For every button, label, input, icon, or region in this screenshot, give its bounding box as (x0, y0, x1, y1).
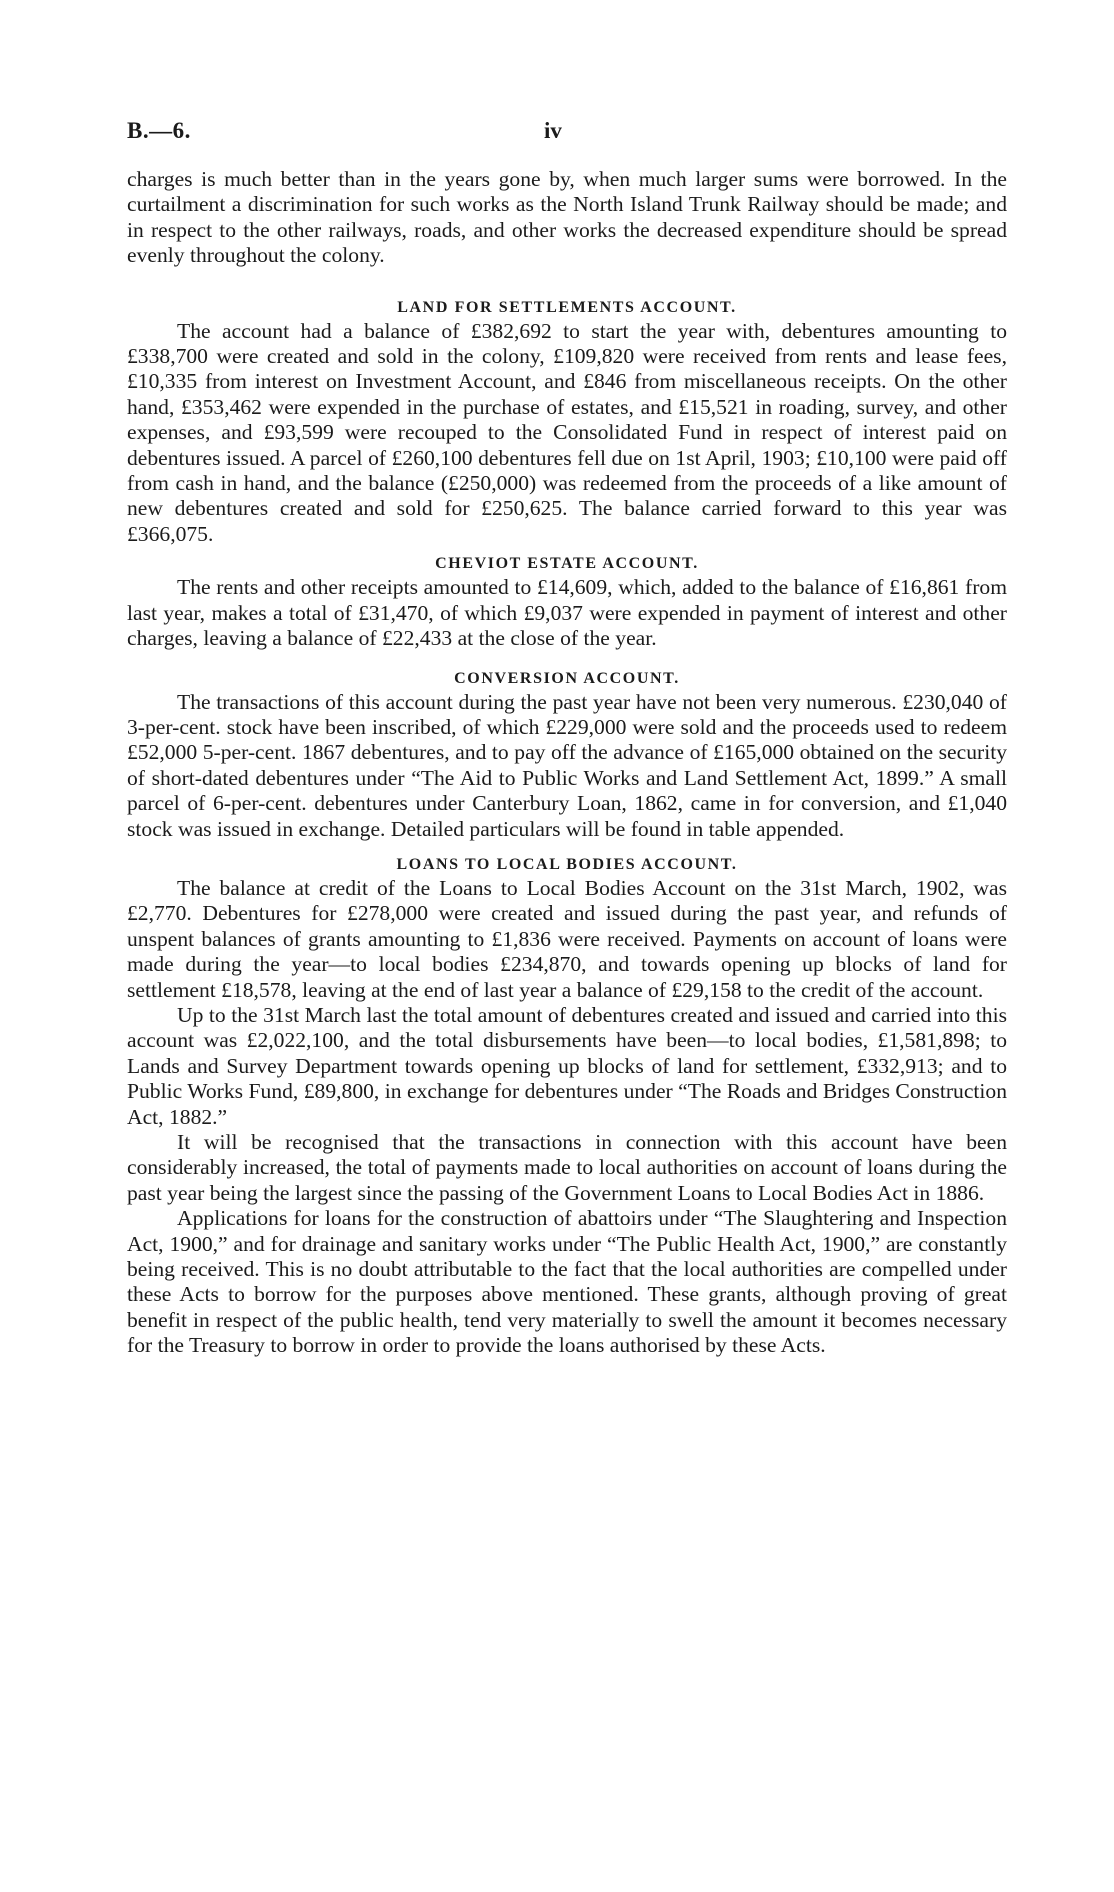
page-number: iv (544, 118, 562, 143)
document-body (127, 167, 1007, 1359)
conversion-paragraph: The transactions of this account during the past year have not been very numerous. £230,040 of 3-per-cent. stock have been inscribed, of which £229,000 were sold and the proceeds used to redeem £52,000 5-per-cent. 1867 debentures, and to pay off the advance of £165,000 obtained on the security of short-dated debentures under “The Aid to Public Works and Land Settlement Act, 1899.” A small parcel of 6-per-cent. debentures under Canterbury Loan, 1862, came in for conversion, and £1,040 stock was issued in exchange. Detailed particulars will be found in table appended. (127, 689, 1007, 841)
page-reference: B.—6. (127, 118, 191, 143)
land-for-settlements-paragraph: The account had a balance of £382,692 to start the year with, debentures amounting to £338,700 were created and sold in the colony, £109,820 were received from rents and lease fees, £10,335 from interest on Investment Account, and £846 from miscellaneous receipts. On the other hand, £353,462 were expended in the purchase of estates, and £15,521 in roading, survey, and other expenses, and £93,599 were recouped to the Consolidated Fund in respect of interest paid on debentures issued. A parcel of £260,100 debentures fell due on 1st April, 1903; £10,100 were paid off from cash in hand, and the balance (£250,000) was redeemed from the proceeds of a like amount of new debentures created and sold for £250,625. The balance carried forward to this year was £366,075. (127, 318, 1007, 546)
loans-paragraph-4: Applications for loans for the construction of abattoirs under “The Slaughtering and Inspection Act, 1900,” and for drainage and sanitary works under “The Public Health Act, 1900,” are constantly being received. This is no doubt attributable to the fact that the local authorities are compelled under these Acts to borrow for the purposes above mentioned. These grants, although proving of great benefit in respect of the public health, tend very materially to swell the amount it becomes necessary for the Treasury to borrow in order to provide the loans authorised by these Acts. (127, 1206, 1007, 1358)
conversion-heading: CONVERSION ACCOUNT. (454, 669, 680, 687)
loans-paragraph-3: It will be recognised that the transactions in connection with this account have been considerably increased, the total of payments made to local authorities on account of loans during the past year being the largest since the passing of the Government Loans to Local Bodies Act in 1886. (127, 1130, 1007, 1205)
intro-paragraph: charges is much better than in the years gone by, when much larger sums were borrowed. In the curtailment a discrimination for such works as the North Island Trunk Railway should be made; and in respect to the other railways, roads, and other works the decreased expenditure should be spread evenly throughout the colony. (127, 167, 1007, 268)
loans-to-local-bodies-heading: LOANS TO LOCAL BODIES ACCOUNT. (396, 855, 738, 873)
loans-paragraph-1: The balance at credit of the Loans to Local Bodies Account on the 31st March, 1902, was £2,770. Debentures for £278,000 were created and issued during the past year, and refunds of unspent balances of grants amounting to £1,836 were received. Payments on account of loans were made during the year—to local bodies £234,870, and towards opening up blocks of land for settlement £18,578, leaving at the end of last year a balance of £29,158 to the credit of the account. (127, 875, 1007, 1002)
cheviot-estate-heading: CHEVIOT ESTATE ACCOUNT. (435, 555, 699, 573)
land-for-settlements-heading: LAND FOR SETTLEMENTS ACCOUNT. (397, 298, 737, 316)
cheviot-estate-paragraph: The rents and other receipts amounted to £14,609, which, added to the balance of £16,861 from last year, makes a total of £31,470, of which £9,037 were expended in payment of interest and other charges, leaving a balance of £22,433 at the close of the year. (127, 575, 1007, 651)
loans-paragraph-2: Up to the 31st March last the total amount of debentures created and issued and carried into this account was £2,022,100, and the total disbursements have been—to local bodies, £1,581,898; to Lands and Survey Department towards opening up blocks of land for settlement, £332,913; and to Public Works Fund, £89,800, in exchange for debentures under “The Roads and Bridges Construction Act, 1882.” (127, 1002, 1007, 1129)
page-header (127, 118, 1007, 148)
